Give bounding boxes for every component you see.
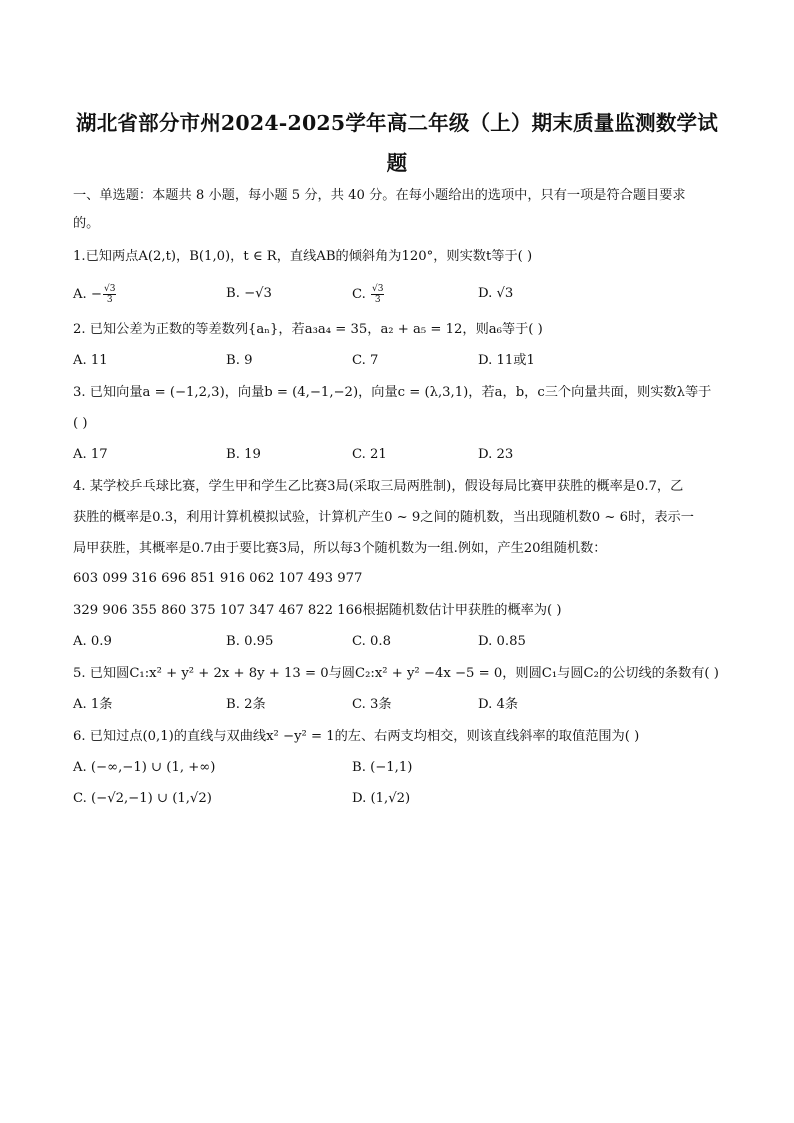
question-4-line2: 获胜的概率是0.3，利用计算机模拟试验，计算机产生0 ~ 9之间的随机数，当出现随机数0 ~ 6时，表示一 — [73, 510, 694, 525]
question-1-option-d: D. √3 — [478, 286, 514, 301]
question-2-option-a: A. 11 — [73, 353, 108, 368]
question-6: 6. 已知过点(0,1)的直线与双曲线x² −y² = 1的左、右两支均相交，则该直线斜率的取值范围为( ) — [73, 729, 640, 744]
question-4-line1: 4. 某学校乒乓球比赛，学生甲和学生乙比赛3局(采取三局两胜制)，假设每局比赛甲获胜的概率是0.7，乙 — [73, 479, 684, 494]
exam-title-line1: 湖北省部分市州2024-2025学年高二年级（上）期末质量监测数学试 — [76, 111, 718, 135]
exam-title-line2: 题 — [386, 151, 408, 175]
question-1-number: 1. — [73, 249, 86, 264]
question-5: 5. 已知圆C₁:x² + y² + 2x + 8y + 13 = 0与圆C₂:x² + y² −4x −5 = 0，则圆C₁与圆C₂的公切线的条数有( ) — [73, 666, 719, 681]
question-1-option-b: B. −√3 — [226, 286, 272, 301]
question-4-random-numbers-1: 603 099 316 696 851 916 062 107 493 977 — [73, 571, 363, 586]
question-4-random-numbers-2: 329 906 355 860 375 107 347 467 822 166根据随机数估计甲获胜的概率为( ) — [73, 603, 562, 618]
question-1-lead: 已知两点 — [85, 249, 139, 264]
question-1 — [73, 247, 734, 267]
question-4-option-a: A. 0.9 — [73, 634, 112, 649]
question-6-option-d: D. (1,√2) — [352, 791, 411, 806]
question-6-option-a: A. (−∞,−1) ∪ (1, +∞) — [73, 760, 216, 775]
question-5-option-b: B. 2条 — [226, 697, 266, 712]
question-2-option-d: D. 11或1 — [478, 353, 535, 368]
question-5-option-d: D. 4条 — [478, 697, 519, 712]
question-6-option-c: C. (−√2,−1) ∪ (1,√2) — [73, 791, 212, 806]
question-3-option-b: B. 19 — [226, 447, 261, 462]
question-5-option-a: A. 1条 — [73, 697, 113, 712]
question-3-option-d: D. 23 — [478, 447, 514, 462]
question-4-line3: 局甲获胜，其概率是0.7由于要比赛3局，所以每3个随机数为一组.例如，产生20组随机数： — [73, 541, 607, 556]
question-2: 2. 已知公差为正数的等差数列{aₙ}，若a₃a₄ = 35，a₂ + a₅ = 12，则a₆等于( ) — [73, 322, 543, 337]
fraction: $\frac{√3}{3}$ — [372, 284, 384, 305]
question-5-option-c: C. 3条 — [352, 697, 392, 712]
question-4-option-d: D. 0.85 — [478, 634, 526, 649]
question-4-option-b: B. 0.95 — [226, 634, 274, 649]
question-3-option-a: A. 17 — [73, 447, 108, 462]
question-1-option-a: A. − $\frac{√3}{3}$ — [73, 284, 116, 305]
question-6-option-b: B. (−1,1) — [352, 760, 413, 775]
section-instructions-line1: 一、单选题：本题共 8 小题，每小题 5 分，共 40 分。在每小题给出的选项中，只有一项是符合题目要求 — [73, 188, 686, 203]
question-2-option-c: C. 7 — [352, 353, 379, 368]
question-4-option-c: C. 0.8 — [352, 634, 391, 649]
question-3-line2: ( ) — [73, 416, 88, 431]
question-1-option-c: C. $\frac{√3}{3}$ — [352, 284, 384, 305]
fraction: $\frac{√3}{3}$ — [103, 284, 116, 305]
section-instructions-line2: 的。 — [73, 216, 100, 231]
question-1-body: A(2,t)，B(1,0)，t ∈ R，直线AB的倾斜角为120°，则实数t等于( ) — [138, 249, 533, 264]
question-3-line1: 3. 已知向量a = (−1,2,3)，向量b = (4,−1,−2)，向量c = (λ,3,1)，若a，b，c三个向量共面，则实数λ等于 — [73, 385, 712, 400]
question-3-option-c: C. 21 — [352, 447, 387, 462]
question-2-option-b: B. 9 — [226, 353, 253, 368]
